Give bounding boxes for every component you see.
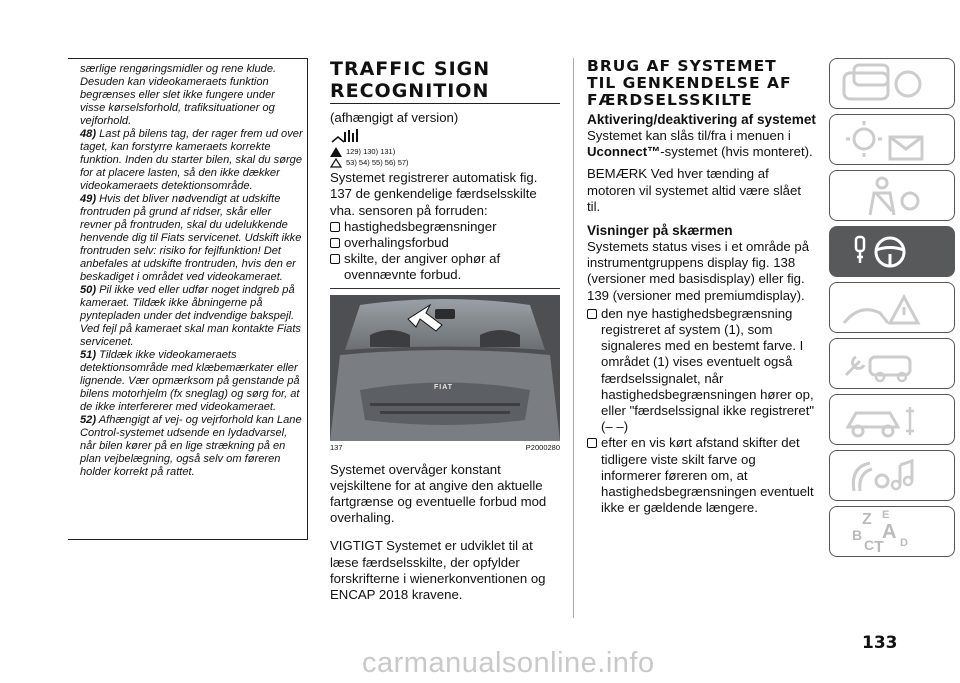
important-text: VIGTIGT Systemet er udviklet til at læse færdselsskilte, der opfylder forskrifterne i wienerkonventionen og ENCAP 2018 kravene.: [330, 538, 546, 603]
bullet-box-icon: [587, 309, 597, 319]
monitor-text: Systemet overvåger konstant vejskiltene for at angive den aktuelle fartgrænse og eventuelle forbud mod overhaling.: [330, 461, 547, 526]
warning-49: 49) Hvis det bliver nødvendigt at udskifte frontruden på grund af ridser, skår eller revner på frontruden, skal du udelukkende henvende dig til Fiats servicenet. Udskift ikke frontruden selv: risiko for fejlfunktion! Det anbefales at udskifte frontruden, hvis den er beskadiget i området ved videokameraet.: [80, 193, 302, 283]
tab-lights[interactable]: [829, 114, 955, 165]
display-text: Systemets status vises i et område på instrumentgruppens display fig. 138 (versioner med basisdisplay) eller fig. 139 (versioner med premiumdisplay).: [587, 239, 810, 303]
section-title: TRAFFIC SIGN RECOGNITION: [330, 58, 491, 102]
usage-section: [587, 58, 817, 516]
index-letters-icon: Z E A B C T D: [852, 509, 908, 556]
adas-camera-icon: [330, 128, 560, 146]
light-mail-icon: [830, 115, 955, 165]
tab-maintenance[interactable]: [829, 338, 955, 389]
warning-continuation: særlige rengøringsmidler og rene klude. Desuden kan videokameraets funktion begrænses eller slet ikke fungere under visse kørselsforhold, trafiksituationer og vejforhold.: [80, 63, 277, 127]
bullet-box-icon: [587, 438, 597, 448]
intro-text: Systemet registrerer automatisk fig. 137 de genkendelige færdselsskilte vha. sensoren på forruden:: [330, 170, 538, 218]
version-note: (afhængigt af version): [330, 110, 459, 125]
page-number: 133: [862, 633, 898, 653]
list-item: efter en vis kørt afstand skifter det tidligere viste skilt farve og informerer føreren om, at hastighedsbegrænsningen eventuelt ikke er gældende længere.: [587, 435, 817, 516]
tab-driving[interactable]: [829, 226, 955, 277]
caution-icon: [330, 158, 342, 168]
tab-multimedia[interactable]: [829, 450, 955, 501]
title-rule: [330, 103, 560, 104]
warning-50: 50) Pil ikke ved eller udfør noget indgreb på kameraet. Tildæk ikke åbningerne på pyntepladen under det indvendige bakspejl. Ved fejl på kameraet skal man kontakte Fiats servicenet.: [80, 284, 301, 348]
subheading-activation: Aktivering/deaktivering af systemet: [587, 112, 816, 127]
tab-specs[interactable]: [829, 394, 955, 445]
wrench-car-icon: [830, 339, 955, 389]
fig-logo: FIAT: [434, 383, 454, 391]
tab-emergency[interactable]: [829, 282, 955, 333]
seatbelt-icon: [830, 171, 955, 221]
tab-dashboard[interactable]: [829, 58, 955, 109]
watermark: carmanualsonline.info: [362, 647, 655, 679]
warning-refs-a: 129) 130) 131): [330, 146, 560, 157]
figure-caption: 137 P2000280: [330, 442, 560, 452]
activation-text: Systemet kan slås til/fra i menuen i Uconnect™-systemet (hvis monteret).: [587, 128, 813, 160]
multimedia-icon: [830, 451, 955, 501]
steering-wheel-icon: [830, 227, 955, 277]
car-windshield-image: [330, 295, 560, 441]
bullet-box-icon: [330, 254, 340, 264]
tab-index[interactable]: [829, 506, 955, 557]
warning-51: 51) Tildæk ikke videokameraets detektionsområde med klæbemærkater eller lignende. Vær opmærksom på genstande på bilens motorhjelm (fx sneglag) og sørg for, at de ikke interfererer med videokameraet.: [80, 349, 300, 413]
list-item: den nye hastighedsbegrænsning registreret af system (1), som signaleres med en bestemt farve. I området (1) vises eventuelt også færdselssignalet, når hastighedsbegrænsningen hører op, eller "færdselssignal ikke registreret" (– –): [587, 306, 817, 436]
warning-52: 52) Afhængigt af vej- og vejrforhold kan Lane Control-systemet udsende en lydadvarsel, når bilen kører på en lige strækning på en plan vejbelægning, også selv om føreren holder korrekt på rattet.: [80, 414, 302, 478]
note-text: BEMÆRK Ved hver tænding af motoren vil systemet altid være slået til.: [587, 166, 802, 214]
traffic-sign-section: [330, 58, 560, 603]
warning-triangle-icon: [330, 147, 342, 157]
subheading-display: Visninger på skærmen: [587, 223, 733, 239]
bullet-box-icon: [330, 222, 340, 232]
list-item: overhalingsforbud: [330, 235, 560, 251]
warning-road-icon: [830, 283, 955, 333]
car-specs-icon: [830, 395, 955, 445]
bullet-box-icon: [330, 238, 340, 248]
list-item: skilte, der angiver ophør af ovennævnte forbud.: [330, 251, 560, 283]
figure-137: [330, 295, 560, 441]
tab-safety[interactable]: [829, 170, 955, 221]
warning-refs-b: 53) 54) 55) 56) 57): [330, 157, 560, 168]
list-item: hastighedsbegrænsninger: [330, 219, 560, 235]
warning-48: 48) Last på bilens tag, der rager frem ud over taget, kan forstyrre kameraets korrekte funktion. Inden du starter bilen, skal du sørge for at placere lasten, så den ikke dækker videokameraets detektionsområde.: [80, 128, 303, 192]
warnings-column: [68, 58, 308, 540]
section-title: BRUG AF SYSTEMET TIL GENKENDELSE AF FÆRDSELSSKILTE: [587, 57, 792, 109]
dashboard-icon: [830, 59, 955, 109]
